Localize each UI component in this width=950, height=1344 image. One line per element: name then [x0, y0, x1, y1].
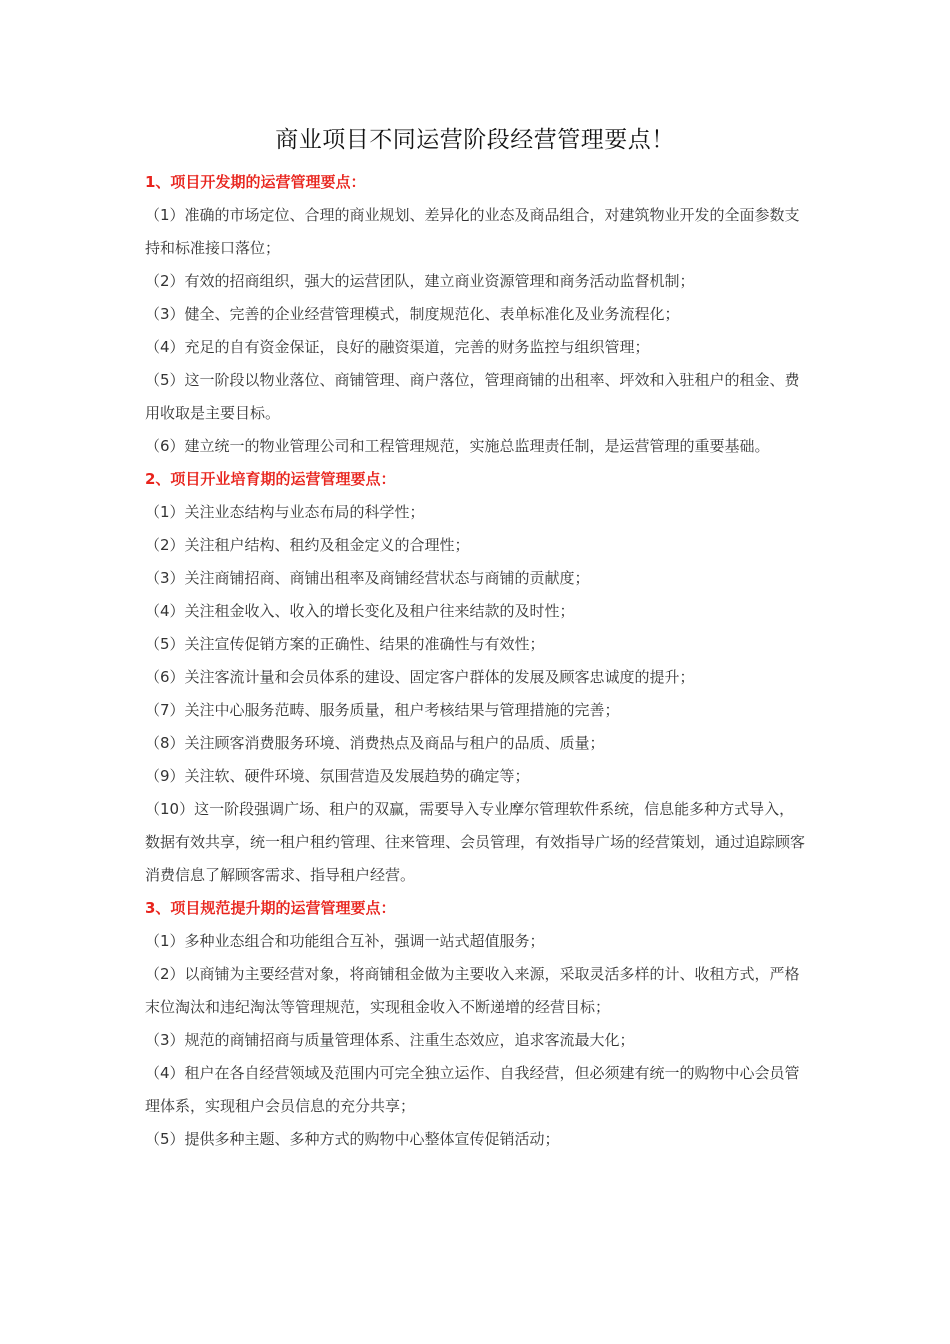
section-3-item-1: （1）多种业态组合和功能组合互补，强调一站式超值服务；	[145, 932, 545, 950]
section-2-item-4: （4）关注租金收入、收入的增长变化及租户往来结款的及时性；	[145, 602, 575, 620]
section-3-item-3: （3）规范的商铺招商与质量管理体系、注重生态效应，追求客流最大化；	[145, 1031, 635, 1049]
document-title: 商业项目不同运营阶段经营管理要点！	[275, 127, 675, 153]
section-1-heading: 1、项目开发期的运营管理要点：	[145, 173, 366, 191]
section-2-item-7: （7）关注中心服务范畴、服务质量，租户考核结果与管理措施的完善；	[145, 701, 620, 719]
document-body	[145, 166, 805, 1156]
section-1-item-4: （4）充足的自有资金保证，良好的融资渠道，完善的财务监控与组织管理；	[145, 338, 650, 356]
section-2-item-6: （6）关注客流计量和会员体系的建设、固定客户群体的发展及顾客忠诚度的提升；	[145, 668, 695, 686]
section-2-item-5: （5）关注宣传促销方案的正确性、结果的准确性与有效性；	[145, 635, 545, 653]
section-3-heading: 3、项目规范提升期的运营管理要点：	[145, 899, 396, 917]
section-1-item-2: （2）有效的招商组织，强大的运营团队，建立商业资源管理和商务活动监督机制；	[145, 272, 695, 290]
section-1-item-6: （6）建立统一的物业管理公司和工程管理规范，实施总监理责任制，是运营管理的重要基础。	[145, 437, 770, 455]
section-3-item-2: （2）以商铺为主要经营对象，将商铺租金做为主要收入来源，采取灵活多样的计、收租方式，严格末位淘汰和违纪淘汰等管理规范，实现租金收入不断递增的经营目标；	[145, 965, 800, 1016]
section-3-item-5: （5）提供多种主题、多种方式的购物中心整体宣传促销活动；	[145, 1130, 560, 1148]
section-1-item-3: （3）健全、完善的企业经营管理模式，制度规范化、表单标准化及业务流程化；	[145, 305, 680, 323]
section-2-item-10: （10）这一阶段强调广场、租户的双赢，需要导入专业摩尔管理软件系统，信息能多种方式导入，数据有效共享，统一租户租约管理、往来管理、会员管理，有效指导广场的经营策划，通过追踪顾客消费信息了解顾客需求、指导租户经营。	[145, 800, 806, 884]
section-2-heading: 2、项目开业培育期的运营管理要点：	[145, 470, 396, 488]
section-2-item-9: （9）关注软、硬件环境、氛围营造及发展趋势的确定等；	[145, 767, 530, 785]
section-3-item-4: （4）租户在各自经营领域及范围内可完全独立运作、自我经营，但必须建有统一的购物中心会员管理体系，实现租户会员信息的充分共享；	[145, 1064, 800, 1115]
section-2-item-3: （3）关注商铺招商、商铺出租率及商铺经营状态与商铺的贡献度；	[145, 569, 590, 587]
section-2-item-2: （2）关注租户结构、租约及租金定义的合理性；	[145, 536, 470, 554]
section-1-item-5: （5）这一阶段以物业落位、商铺管理、商户落位，管理商铺的出租率、坪效和入驻租户的租金、费用收取是主要目标。	[145, 371, 800, 422]
section-2-item-1: （1）关注业态结构与业态布局的科学性；	[145, 503, 425, 521]
section-2-item-8: （8）关注顾客消费服务环境、消费热点及商品与租户的品质、质量；	[145, 734, 605, 752]
section-1-item-1: （1）准确的市场定位、合理的商业规划、差异化的业态及商品组合，对建筑物业开发的全面参数支持和标准接口落位；	[145, 206, 800, 257]
